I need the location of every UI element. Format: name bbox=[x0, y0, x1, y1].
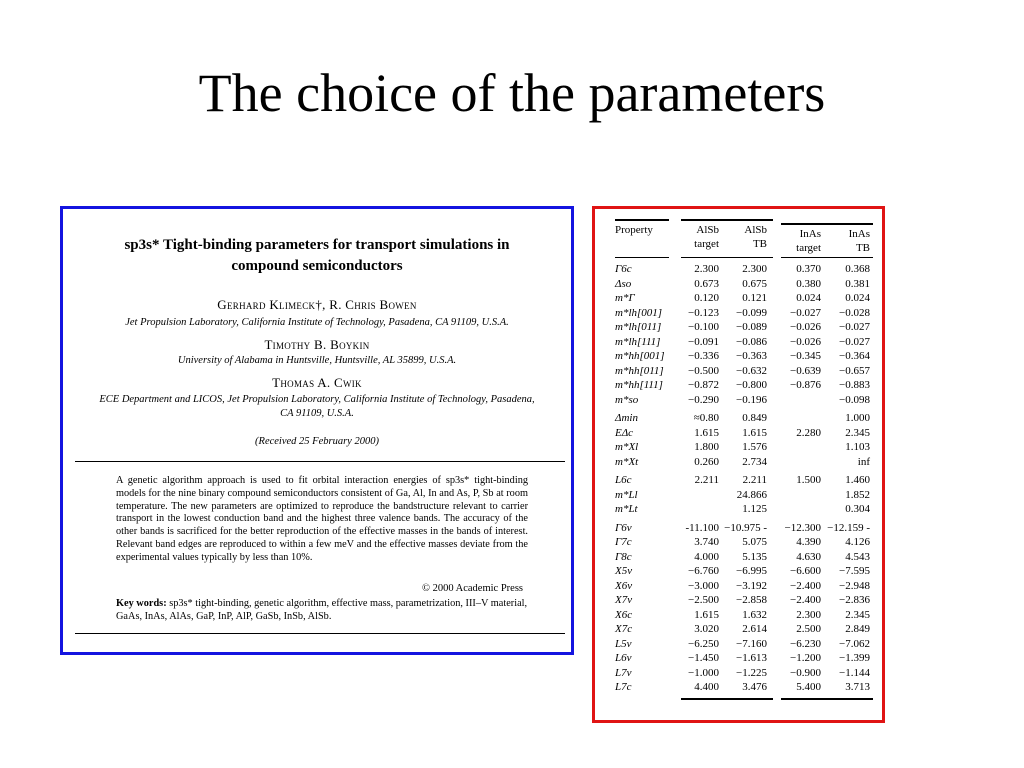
table-cell-27-1: −1.225 bbox=[736, 666, 767, 679]
table-cell-22-3: −2.836 bbox=[839, 594, 870, 606]
table-header-1 bbox=[671, 223, 719, 251]
table-cell-8-1: −0.800 bbox=[736, 379, 767, 391]
table-cell-28-3: 3.713 bbox=[845, 681, 870, 693]
table-cell-6-2: −0.345 bbox=[790, 350, 821, 362]
table-cell-28-0: 4.400 bbox=[694, 681, 719, 693]
table-property-3: m*lh[001] bbox=[615, 306, 663, 319]
table-cell-20-3: −7.595 bbox=[839, 565, 870, 577]
table-cell-8-2: −0.876 bbox=[790, 379, 821, 391]
table-header-1-line2: target bbox=[694, 238, 719, 250]
table-cell-18-3: 4.126 bbox=[845, 536, 870, 548]
table-cell-11-0: 1.615 bbox=[694, 426, 719, 439]
table-property-9: m*so bbox=[615, 393, 639, 406]
table-cell-19-0: 4.000 bbox=[694, 550, 719, 563]
table-cell-11-1: 1.615 bbox=[742, 426, 767, 439]
table-property-6: m*hh[001] bbox=[615, 350, 665, 362]
table-property-5: m*lh[111] bbox=[615, 335, 661, 348]
table-cell-6-0: −0.336 bbox=[688, 350, 719, 362]
table-cell-25-3: −7.062 bbox=[839, 637, 870, 650]
table-cell-3-0: −0.123 bbox=[688, 306, 719, 319]
table-cell-14-0: 2.211 bbox=[694, 474, 719, 486]
table-cell-1-2: 0.380 bbox=[796, 277, 821, 290]
paper-abstract-box bbox=[60, 206, 574, 655]
table-cell-28-1: 3.476 bbox=[742, 681, 767, 693]
table-cell-6-1: −0.363 bbox=[736, 350, 767, 362]
table-cell-21-0: −3.000 bbox=[688, 579, 719, 592]
table-property-8: m*hh[111] bbox=[615, 379, 663, 391]
table-cell-16-1: 1.125 bbox=[742, 503, 767, 515]
table-header-3 bbox=[771, 227, 821, 255]
table-cell-14-3: 1.460 bbox=[845, 474, 870, 486]
table-cell-12-3: 1.103 bbox=[845, 441, 870, 453]
paper-rule-bottom bbox=[75, 633, 565, 634]
table-top-rule-property bbox=[615, 219, 669, 221]
table-cell-22-1: −2.858 bbox=[736, 594, 767, 606]
table-header-rule-inas bbox=[781, 257, 873, 258]
table-cell-8-0: −0.872 bbox=[688, 379, 719, 391]
table-cell-3-1: −0.099 bbox=[736, 306, 767, 319]
table-cell-21-2: −2.400 bbox=[790, 579, 821, 592]
table-property-27: L7v bbox=[615, 666, 632, 679]
table-cell-13-0: 0.260 bbox=[694, 455, 719, 468]
table-top-rule-alsb bbox=[681, 219, 773, 221]
table-cell-17-0: -11.100 bbox=[685, 521, 719, 534]
table-cell-10-1: 0.849 bbox=[742, 412, 767, 424]
table-cell-11-2: 2.280 bbox=[796, 426, 821, 439]
table-cell-26-0: −1.450 bbox=[688, 652, 719, 664]
paper-title bbox=[63, 235, 571, 277]
table-cell-7-3: −0.657 bbox=[839, 364, 870, 377]
table-cell-23-1: 1.632 bbox=[742, 608, 767, 621]
paper-authors-3: Thomas A. Cwik bbox=[272, 375, 362, 390]
table-cell-27-2: −0.900 bbox=[790, 666, 821, 679]
paper-abstract: A genetic algorithm approach is used to fit orbital interaction energies of sp3s* tight-binding models for the nine binary compound semiconductors consistent of Ga, Al, In and As, P, Sb at room temperature. The new parameters are optimized to reproduce the bandstructure relevant to carrier transport in the lowest conduction band and the highest three valence bands. The accuracy of the other bands is sacrificed for the better reproduction of the effective masses in the bands of interest. Relevant band edges are reproduced to within a few meV and the effective masses deviate from the experimental values typically by less than 10%. bbox=[116, 475, 528, 563]
table-property-26: L6v bbox=[615, 652, 632, 664]
table-cell-22-0: −2.500 bbox=[688, 594, 719, 606]
table-cell-17-3: −12.159 - bbox=[827, 521, 870, 534]
table-property-25: L5v bbox=[615, 637, 632, 650]
table-header-0 bbox=[615, 223, 653, 237]
table-property-1: Δso bbox=[615, 277, 632, 290]
table-cell-23-2: 2.300 bbox=[796, 608, 821, 621]
table-cell-12-1: 1.576 bbox=[742, 441, 767, 453]
table-property-22: X7v bbox=[615, 594, 633, 606]
table-cell-14-2: 1.500 bbox=[796, 474, 821, 486]
table-property-19: Γ8c bbox=[615, 550, 632, 563]
table-cell-0-1: 2.300 bbox=[742, 263, 767, 275]
table-cell-17-2: −12.300 bbox=[784, 521, 821, 534]
table-cell-2-3: 0.024 bbox=[845, 292, 870, 304]
table-cell-18-0: 3.740 bbox=[694, 536, 719, 548]
table-property-15: m*Ll bbox=[615, 488, 638, 501]
table-cell-5-3: −0.027 bbox=[839, 335, 870, 348]
paper-affiliation-3-line1: ECE Department and LICOS, Jet Propulsion Laboratory, California Institute of Technology, Pasadena, bbox=[99, 394, 535, 405]
table-header-3-line1: InAs bbox=[799, 228, 821, 240]
table-cell-7-1: −0.632 bbox=[736, 364, 767, 377]
table-cell-20-2: −6.600 bbox=[790, 565, 821, 577]
table-cell-11-3: 2.345 bbox=[845, 426, 870, 439]
table-cell-9-0: −0.290 bbox=[688, 393, 719, 406]
paper-title-line2: compound semiconductors bbox=[231, 258, 403, 274]
table-bottom-rule-inas bbox=[781, 698, 873, 700]
table-cell-19-2: 4.630 bbox=[796, 550, 821, 563]
table-header-2-line2: TB bbox=[752, 238, 767, 250]
paper-authors-1: Gerhard Klimeck†, R. Chris Bowen bbox=[217, 297, 417, 312]
table-cell-0-0: 2.300 bbox=[694, 263, 719, 275]
table-cell-4-3: −0.027 bbox=[839, 321, 870, 333]
table-header-rule-property bbox=[615, 257, 669, 258]
table-cell-8-3: −0.883 bbox=[839, 379, 870, 391]
table-cell-25-0: −6.250 bbox=[688, 637, 719, 650]
table-cell-19-1: 5.135 bbox=[742, 550, 767, 563]
paper-title-line1: sp3s* Tight-binding parameters for transport simulations in bbox=[124, 237, 510, 253]
table-cell-23-0: 1.615 bbox=[694, 608, 719, 621]
table-cell-3-3: −0.028 bbox=[839, 306, 870, 319]
table-property-11: EΔc bbox=[615, 426, 634, 439]
table-cell-12-0: 1.800 bbox=[694, 441, 719, 453]
table-cell-1-1: 0.675 bbox=[742, 277, 767, 290]
table-cell-1-3: 0.381 bbox=[845, 277, 870, 290]
table-cell-13-1: 2.734 bbox=[742, 455, 767, 468]
table-property-23: X6c bbox=[615, 608, 633, 621]
table-cell-20-1: −6.995 bbox=[736, 565, 767, 577]
paper-keywords-text: sp3s* tight-binding, genetic algorithm, effective mass, parametrization, III–V material, GaAs, InAs, AlAs, GaP, InP, AlP, GaSb, InSb, AlSb. bbox=[116, 598, 528, 622]
table-cell-2-2: 0.024 bbox=[796, 292, 821, 304]
table-property-2: m*Γ bbox=[615, 292, 635, 304]
table-property-16: m*Lt bbox=[615, 503, 638, 515]
table-cell-28-2: 5.400 bbox=[796, 681, 821, 693]
table-header-4-line1: InAs bbox=[848, 228, 870, 240]
table-cell-24-0: 3.020 bbox=[694, 623, 719, 635]
table-header-4 bbox=[822, 227, 870, 255]
paper-affiliation-3-line2: CA 91109, U.S.A. bbox=[280, 408, 354, 419]
table-cell-4-1: −0.089 bbox=[736, 321, 767, 333]
table-cell-18-1: 5.075 bbox=[742, 536, 767, 548]
table-property-17: Γ6v bbox=[615, 521, 632, 534]
slide-title: The choice of the parameters bbox=[198, 63, 826, 123]
table-cell-3-2: −0.027 bbox=[790, 306, 821, 319]
table-header-3-line2: target bbox=[796, 242, 821, 254]
table-header-0-line1: Property bbox=[615, 224, 653, 236]
table-cell-4-2: −0.026 bbox=[790, 321, 821, 333]
table-property-7: m*hh[011] bbox=[615, 364, 664, 377]
table-cell-24-3: 2.849 bbox=[845, 623, 870, 635]
table-cell-19-3: 4.543 bbox=[845, 550, 870, 563]
paper-affiliation-1: Jet Propulsion Laboratory, California Institute of Technology, Pasadena, CA 91109, U.S.A. bbox=[125, 317, 509, 328]
table-cell-20-0: −6.760 bbox=[688, 565, 719, 577]
table-property-20: X5v bbox=[615, 565, 633, 577]
table-property-28: L7c bbox=[615, 681, 632, 693]
table-cell-1-0: 0.673 bbox=[694, 277, 719, 290]
table-cell-26-2: −1.200 bbox=[790, 652, 821, 664]
table-cell-9-3: −0.098 bbox=[839, 393, 870, 406]
table-cell-0-2: 0.370 bbox=[796, 263, 821, 275]
table-cell-4-0: −0.100 bbox=[688, 321, 719, 333]
table-cell-14-1: 2.211 bbox=[742, 474, 767, 486]
table-cell-5-1: −0.086 bbox=[736, 335, 767, 348]
table-property-18: Γ7c bbox=[615, 536, 632, 548]
table-cell-5-2: −0.026 bbox=[790, 335, 821, 348]
table-property-21: X6v bbox=[615, 579, 633, 592]
paper-affiliation-3 bbox=[63, 393, 571, 421]
table-cell-15-3: 1.852 bbox=[845, 488, 870, 501]
table-cell-18-2: 4.390 bbox=[796, 536, 821, 548]
table-property-14: L6c bbox=[615, 474, 632, 486]
table-cell-2-0: 0.120 bbox=[694, 292, 719, 304]
paper-keywords bbox=[116, 598, 528, 624]
table-header-rule-alsb bbox=[681, 257, 773, 258]
table-top-rule-inas bbox=[781, 223, 873, 225]
table-cell-7-2: −0.639 bbox=[790, 364, 821, 377]
table-header-1-line1: AlSb bbox=[696, 224, 719, 236]
table-cell-16-3: 0.304 bbox=[845, 503, 870, 515]
paper-authors-2: Timothy B. Boykin bbox=[264, 337, 370, 352]
table-cell-10-0: ≈0.80 bbox=[693, 412, 719, 424]
paper-affiliation-2: University of Alabama in Huntsville, Huntsville, AL 35899, U.S.A. bbox=[177, 355, 457, 366]
table-cell-23-3: 2.345 bbox=[845, 608, 870, 621]
table-header-2-line1: AlSb bbox=[744, 224, 767, 236]
table-cell-24-2: 2.500 bbox=[796, 623, 821, 635]
table-bottom-rule-alsb bbox=[681, 698, 773, 700]
table-property-13: m*Xt bbox=[615, 455, 639, 468]
table-property-4: m*lh[011] bbox=[615, 321, 662, 333]
table-cell-26-3: −1.399 bbox=[839, 652, 870, 664]
paper-copyright: © 2000 Academic Press bbox=[421, 583, 523, 594]
table-cell-25-1: −7.160 bbox=[736, 637, 767, 650]
table-header-2 bbox=[721, 223, 767, 251]
table-cell-2-1: 0.121 bbox=[742, 292, 767, 304]
table-property-10: Δmin bbox=[615, 412, 638, 424]
paper-keywords-label: Key words: bbox=[116, 598, 167, 609]
table-cell-15-1: 24.866 bbox=[736, 488, 767, 501]
table-property-24: X7c bbox=[615, 623, 633, 635]
table-cell-27-3: −1.144 bbox=[839, 666, 870, 679]
table-cell-21-3: −2.948 bbox=[839, 579, 870, 592]
paper-rule-top bbox=[75, 461, 565, 462]
table-cell-0-3: 0.368 bbox=[845, 263, 870, 275]
table-cell-24-1: 2.614 bbox=[742, 623, 767, 635]
table-cell-5-0: −0.091 bbox=[688, 335, 719, 348]
parameter-table-box bbox=[592, 206, 885, 723]
table-property-12: m*Xl bbox=[615, 441, 639, 453]
table-cell-26-1: −1.613 bbox=[736, 652, 767, 664]
paper-received-date: (Received 25 February 2000) bbox=[255, 436, 379, 447]
table-cell-22-2: −2.400 bbox=[790, 594, 821, 606]
table-cell-7-0: −0.500 bbox=[688, 364, 719, 377]
table-cell-9-1: −0.196 bbox=[736, 393, 767, 406]
table-cell-25-2: −6.230 bbox=[790, 637, 821, 650]
table-cell-17-1: −10.975 - bbox=[724, 521, 767, 534]
table-cell-10-3: 1.000 bbox=[845, 412, 870, 424]
table-cell-13-3: inf bbox=[857, 455, 870, 468]
table-cell-27-0: −1.000 bbox=[688, 666, 719, 679]
table-cell-21-1: −3.192 bbox=[736, 579, 767, 592]
table-cell-6-3: −0.364 bbox=[839, 350, 870, 362]
table-property-0: Γ6c bbox=[615, 263, 632, 275]
table-header-4-line2: TB bbox=[855, 242, 870, 254]
